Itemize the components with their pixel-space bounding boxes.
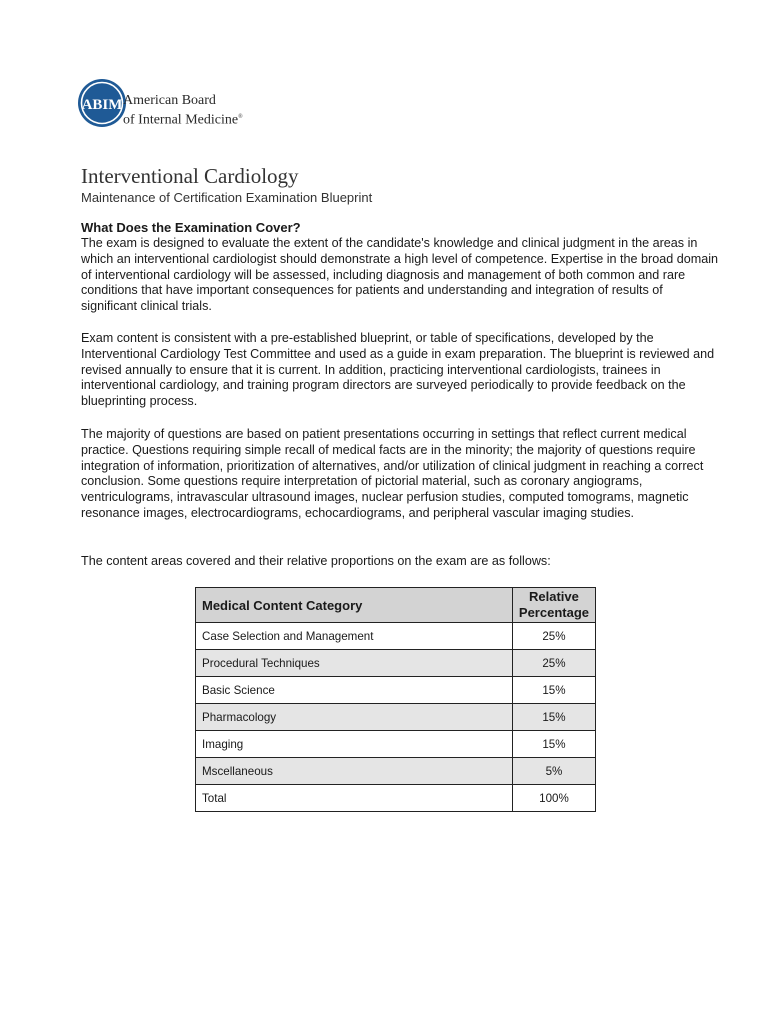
row-percentage: 25%: [512, 623, 595, 650]
organization-name: [123, 93, 243, 129]
row-percentage: 15%: [512, 677, 595, 704]
header-relative-percentage: Relative Percentage: [512, 588, 595, 623]
table-row: [196, 650, 596, 677]
row-percentage: 15%: [512, 731, 595, 758]
row-percentage: 15%: [512, 704, 595, 731]
row-percentage: 100%: [512, 785, 595, 812]
row-category: Pharmacology: [196, 704, 513, 731]
paragraph-exam-purpose: The exam is designed to evaluate the extent of the candidate's knowledge and clinical judgment in the areas in which an interventional cardiologist should demonstrate a high level of competence. Expertise in the broad domain of interventional cardiology will be assessed, including diagnosis and management of both common and rare conditions that have important consequences for patients and understanding and integration of results of significant clinical trials.: [81, 236, 719, 314]
paragraph-content-areas-intro: The content areas covered and their relative proportions on the exam are as follows:: [81, 554, 551, 568]
organization-name-line1: American Board: [123, 93, 216, 108]
table-row: [196, 704, 596, 731]
row-category: Total: [196, 785, 513, 812]
table-row-total: [196, 785, 596, 812]
header-medical-content-category: Medical Content Category: [196, 588, 513, 623]
row-percentage: 5%: [512, 758, 595, 785]
table-header-row: [196, 588, 596, 623]
paragraph-question-types: The majority of questions are based on patient presentations occurring in settings that reflect current medical practice. Questions requiring simple recall of medical facts are in the minority; the majority of questions require integration of information, prioritization of alternatives, and/or utilization of clinical judgment in reaching a correct conclusion. Some questions require interpretation of pictorial material, such as coronary angiograms, ventriculograms, intravascular ultrasound images, nuclear perfusion studies, computed tomograms, magnetic resonance images, electrocardiograms, echocardiograms, and peripheral vascular imaging studies.: [81, 427, 704, 520]
table-row: [196, 677, 596, 704]
abim-seal-icon: [77, 78, 127, 128]
table-row: [196, 623, 596, 650]
content-category-table: [195, 587, 596, 812]
page-title: Interventional Cardiology: [81, 164, 299, 188]
table-row: [196, 731, 596, 758]
section-heading: What Does the Examination Cover?: [81, 220, 301, 235]
row-category: Imaging: [196, 731, 513, 758]
page-subtitle: Maintenance of Certification Examination Blueprint: [81, 190, 373, 205]
row-percentage: 25%: [512, 650, 595, 677]
table-row: [196, 758, 596, 785]
organization-name-line2: of Internal Medicine®: [123, 112, 243, 128]
row-category: Procedural Techniques: [196, 650, 513, 677]
registered-mark: ®: [238, 114, 243, 120]
row-category: Case Selection and Management: [196, 623, 513, 650]
row-category: Mscellaneous: [196, 758, 513, 785]
row-category: Basic Science: [196, 677, 513, 704]
paragraph-blueprint: Exam content is consistent with a pre-established blueprint, or table of specifications, developed by the Interventional Cardiology Test Committee and used as a guide in exam preparation. The blueprint is reviewed and revised annually to ensure that it is current. In addition, practicing interventional cardiologists, trainees in interventional cardiology, and training program directors are surveyed periodically to provide feedback on the blueprinting process.: [81, 331, 715, 409]
seal-lettering: ABIM: [81, 97, 123, 113]
